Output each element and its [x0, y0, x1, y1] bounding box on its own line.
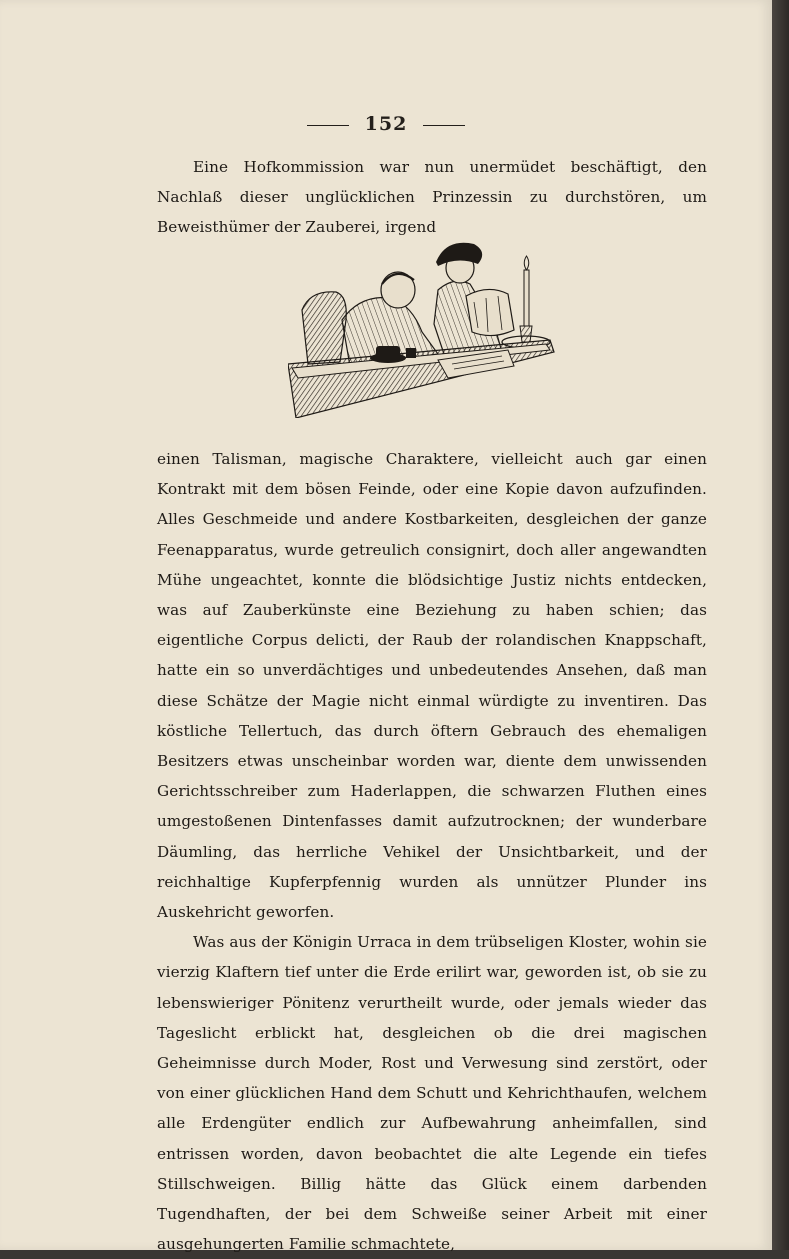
header-rule-left — [307, 125, 349, 126]
page-edge-shadow — [772, 0, 789, 1250]
paragraph-1-continued: einen Talisman, magische Charaktere, vielleicht auch gar einen Kontrakt mit dem bösen Feinde, oder eine Kopie davon aufzufinden. Alles Geschmeide und andere Kostbarkeiten, desgleichen der ganze Feenapparatus, wurde getreulich consignirt, doch aller angewandten Mühe ungeachtet, konnte die blödsichtige Justiz nichts entdecken, was auf Zauberkünste eine Beziehung zu haben schien; das eigentliche Corpus delicti, der Raub der rolandischen Knappschaft, hatte ein so unverdächtiges und unbedeutendes Ansehen, daß man diese Schätze der Magie nicht einmal würdigte zu inventiren. Das köstliche Tellertuch, das durch öftern Gebrauch des ehemaligen Besitzers etwas unscheinbar worden war, diente dem unwissenden Gerichtsschreiber zum Haderlappen, die schwarzen Fluthen eines umgestoßenen Dintenfasses damit aufzutrocknen; der wunderbare Däumling, das herrliche Vehikel der Unsichtbarkeit, und der reichhaltige Kupferpfennig wurden als unnützer Plunder ins Auskehricht geworfen. — [157, 450, 707, 922]
page-number: 152 — [364, 113, 408, 135]
header-rule-right — [423, 125, 465, 126]
woodcut-illustration — [288, 232, 560, 418]
text-block-upper — [157, 152, 707, 243]
paragraph-1-start: Eine Hofkommission war nun unermüdet beschäftigt, den Nachlaß dieser unglücklichen Prinzessin zu durchstören, um Beweisthümer der Zauberei, irgend — [157, 158, 707, 237]
page-number-header — [0, 113, 772, 135]
paragraph-2: Was aus der Königin Urraca in dem trübseligen Kloster, wohin sie vierzig Klaftern tief unter die Erde erilirt war, geworden ist, ob sie zu lebenswieriger Pönitenz verurtheilt wurde, oder jemals wieder das Tageslicht erblickt hat, desgleichen ob die drei magischen Geheimnisse durch Moder, Rost und Verwesung sind zerstört, oder von einer glücklichen Hand dem Schutt und Kehrichthaufen, welchem alle Erdengüter endlich zur Aufbewahrung anheimfallen, sind entrissen worden, davon beobachtet die alte Legende ein tiefes Stillschweigen. Billig hätte das Glück einem darbenden Tugendhaften, der bei dem Schweiße seiner Arbeit mit einer ausgehungerten Familie schmachtete, — [157, 933, 707, 1254]
text-block-lower — [157, 444, 707, 1259]
